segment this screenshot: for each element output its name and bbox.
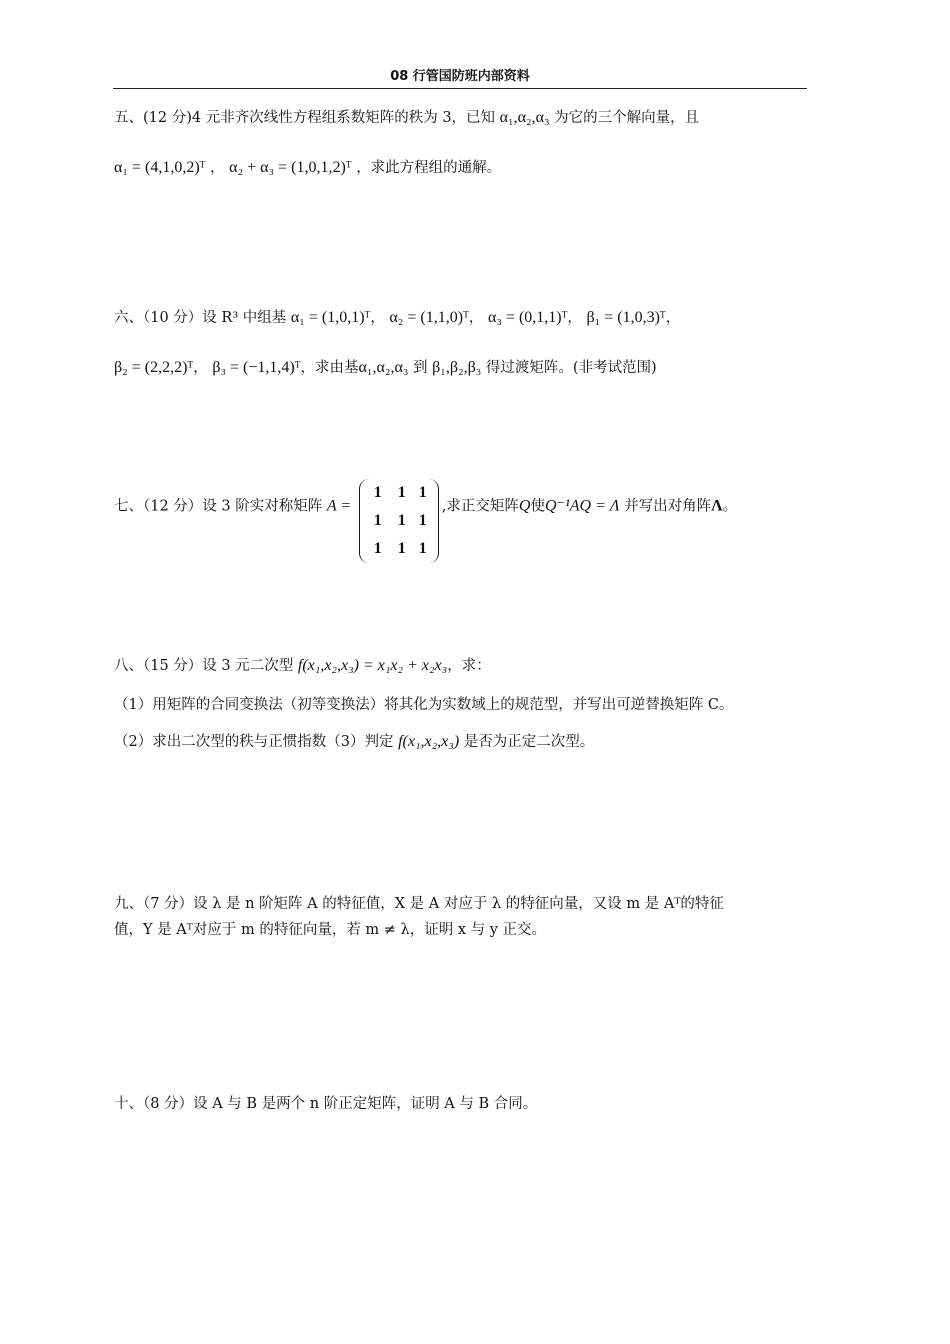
problem-6-to: 到 bbox=[413, 360, 428, 376]
problem-6-basis-beta: β₁,β₂,β₃ bbox=[432, 359, 482, 376]
problem-8-text: 八、（15 分）设 3 元二次型 bbox=[114, 658, 294, 674]
problem-5-alpha1: α₁ = (4,1,0,2)ᵀ bbox=[114, 159, 206, 176]
problem-10-line-1: 十、（8 分）设 A 与 B 是两个 n 阶正定矩阵，证明 A 与 B 合同。 bbox=[114, 1096, 538, 1112]
problem-6-beta3: β₃ = (−1,1,4)ᵀ bbox=[212, 359, 301, 376]
problem-5-separator: ， bbox=[210, 160, 225, 176]
problem-7-use: 使 bbox=[530, 498, 545, 515]
matrix-cell: 1 bbox=[397, 540, 406, 557]
problem-6-basis-alpha: α₁,α₂,α₃ bbox=[358, 359, 409, 376]
matrix-cell: 1 bbox=[418, 512, 427, 529]
problem-5-text-end: 为它的三个解向量，且 bbox=[554, 110, 700, 126]
problem-6-text-mid: ，求由基 bbox=[300, 360, 359, 376]
problem-8-part-3-text: 是否为正定二次型。 bbox=[463, 734, 595, 750]
problem-5-vectors: α₁,α₂,α₃ bbox=[499, 109, 550, 126]
matrix-cell: 1 bbox=[397, 512, 406, 529]
problem-8-part-2-text: （2）求出二次型的秩与正惯指数（3）判定 bbox=[114, 734, 394, 750]
problem-7-text: 七、（12 分）设 3 阶实对称矩阵 bbox=[114, 498, 323, 515]
matrix-cell: 1 bbox=[397, 484, 406, 501]
problem-7-a-equals: A = bbox=[326, 497, 352, 515]
problem-9-line-1: 九、（7 分）设 λ 是 n 阶矩阵 A 的特征值，X 是 A 对应于 λ 的特征向量，又设 m 是 Aᵀ的特征 bbox=[114, 896, 724, 912]
problem-5-line-2 bbox=[114, 158, 501, 178]
problem-7-lambda: Λ bbox=[711, 497, 723, 515]
problem-8-part-2-3 bbox=[114, 732, 594, 752]
problem-7-text-end: 并写出对角阵 bbox=[624, 498, 712, 515]
problem-8-line-1 bbox=[114, 656, 491, 676]
problem-7-q: Q bbox=[518, 497, 531, 515]
problem-9-line-2: 值，Y 是 Aᵀ对应于 m 的特征向量，若 m ≠ λ，证明 x 与 y 正交。 bbox=[114, 922, 547, 938]
problem-5-text: 五、(12 分)4 元非齐次线性方程组系数矩阵的秩为 3，已知 bbox=[114, 110, 496, 126]
problem-6-text-end: 得过渡矩阵。(非考试范围) bbox=[485, 360, 657, 376]
problem-7-matrix bbox=[359, 450, 439, 563]
problem-6-beta2: β₂ = (2,2,2)ᵀ bbox=[114, 359, 194, 376]
problem-7-period: 。 bbox=[722, 498, 738, 515]
problem-7-line bbox=[114, 450, 737, 563]
problem-6-line-2: β₂ = (2,2,2)ᵀ， β₃ = (−1,1,4)ᵀ，求由基α₁,α₂,α₃ 到 β₁,β₂,β₃ 得过渡矩阵。(非考试范围) bbox=[114, 359, 657, 376]
problem-6-line-1: 六、（10 分）设 R³ 中组基 α₁ = (1,0,1)ᵀ， α₂ = (1,1,0)ᵀ， α₃ = (0,1,1)ᵀ， β₁ = (1,0,3)ᵀ， bbox=[114, 309, 681, 326]
problem-5-line-1 bbox=[114, 108, 699, 128]
page-header: 08 行管国防班内部资料 bbox=[113, 66, 807, 89]
problem-7-equation: Q⁻¹AQ = Λ bbox=[544, 497, 620, 515]
matrix-cell: 1 bbox=[373, 512, 382, 529]
matrix-cell: 1 bbox=[373, 540, 382, 557]
problem-8-text-end: ，求： bbox=[447, 658, 491, 674]
matrix-cell: 1 bbox=[418, 484, 427, 501]
problem-8-f: f(x₁,x₂,x₃) bbox=[398, 733, 460, 750]
problem-5-alpha2-plus-alpha3: α₂ + α₃ = (1,0,1,2)ᵀ bbox=[229, 159, 352, 176]
problem-6-alpha3: α₃ = (0,1,1)ᵀ bbox=[487, 309, 568, 326]
problem-6-text: 六、（10 分）设 R³ 中组基 bbox=[114, 310, 287, 326]
problem-7-text-mid: ,求正交矩阵 bbox=[441, 498, 519, 515]
problem-6-alpha1: α₁ = (1,0,1)ᵀ bbox=[290, 309, 371, 326]
matrix-cell: 1 bbox=[418, 540, 427, 557]
problem-6-beta1: β₁ = (1,0,3)ᵀ bbox=[586, 309, 666, 326]
matrix-cell: 1 bbox=[373, 484, 382, 501]
problem-6-alpha2: α₂ = (1,1,0)ᵀ bbox=[389, 309, 469, 326]
problem-5-question: ，求此方程组的通解。 bbox=[356, 160, 502, 176]
problem-8-part-1: （1）用矩阵的合同变换法（初等变换法）将其化为实数域上的规范型，并写出可逆替换矩阵 C。 bbox=[114, 697, 734, 713]
problem-8-quadratic-form: f(x₁,x₂,x₃) = x₁x₂ + x₂x₃ bbox=[297, 657, 448, 674]
